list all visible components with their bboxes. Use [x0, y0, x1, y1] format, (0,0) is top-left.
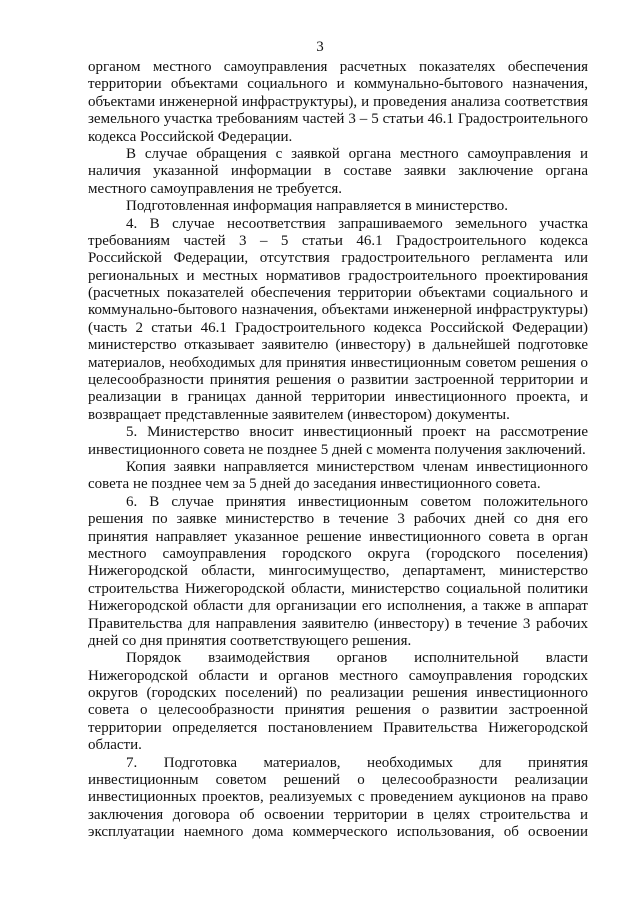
paragraph-line: Нижегородской области и органов местного самоуправления городских [88, 667, 588, 684]
paragraph-line: 6. В случае принятия инвестиционным советом положительного [126, 493, 588, 510]
paragraph-line: Российской Федерации, отсутствия градостроительного регламента или [88, 250, 588, 267]
paragraph-line: принятия направляет указанное решение инвестиционного совета в орган [88, 528, 588, 545]
paragraph-line: В случае обращения с заявкой органа местного самоуправления и [126, 145, 588, 162]
paragraph-line: области. [88, 737, 142, 754]
paragraph-line: заключения договора об освоении территории в целях строительства и [88, 806, 588, 823]
paragraph-line: местного самоуправления не требуется. [88, 180, 343, 197]
paragraph-line: требованиям частей 3 – 5 статьи 46.1 Градостроительного кодекса [88, 232, 588, 249]
paragraph [88, 755, 588, 842]
paragraph-line: материалов, необходимых для принятия инвестиционным советом решения о [88, 354, 588, 371]
paragraph-line: Подготовленная информация направляется в министерство. [126, 198, 509, 215]
paragraph-line: территории определяется постановлением Правительства Нижегородской [88, 719, 588, 736]
paragraph [88, 198, 588, 215]
paragraph-line: 7. Подготовка материалов, необходимых для принятия [126, 754, 588, 771]
paragraph-line: инвестиционным советом решений о целесообразности реализации [88, 772, 588, 789]
paragraph-line: возвращает представленные заявителем (инвестором) документы. [88, 406, 510, 423]
paragraph-line: инвестиционных проектов, реализуемых с проведением аукционов на право [88, 789, 588, 806]
paragraph-line: округов (городских поселений) по реализации решения инвестиционного [88, 685, 588, 702]
paragraph [88, 650, 588, 754]
paragraph-line: инвестиционного совета не позднее 5 дней с момента получения заключений. [88, 441, 586, 458]
paragraph [88, 59, 588, 146]
paragraph [88, 459, 588, 494]
paragraph-line: (расчетных показателей обеспечения территории объектами социального и [88, 285, 588, 302]
paragraph-line: Нижегородской области для организации его исполнения, а также в аппарат [88, 598, 588, 615]
paragraph-line: 4. В случае несоответствия запрашиваемого земельного участка [126, 215, 588, 232]
paragraph [88, 146, 588, 198]
paragraph-line: дней со дня принятия соответствующего решения. [88, 632, 412, 649]
paragraph-line: 5. Министерство вносит инвестиционный проект на рассмотрение [126, 424, 588, 441]
paragraph-line: (часть 2 статьи 46.1 Градостроительного кодекса Российской Федерации) [88, 319, 588, 336]
document-body [88, 59, 588, 842]
paragraph-line: Копия заявки направляется министерством членам инвестиционного [126, 458, 588, 475]
paragraph [88, 216, 588, 425]
paragraph-line: Нижегородской области, мингосимущество, департамент, министерство [88, 563, 588, 580]
paragraph-line: эксплуатации наемного дома коммерческого использования, об освоении [88, 824, 588, 841]
paragraph-line: совета о целесообразности принятия решения о развитии застроенной [88, 702, 588, 719]
paragraph-line: территории объектами социального и коммунально-бытового назначения, [88, 76, 588, 93]
paragraph-line: кодекса Российской Федерации. [88, 128, 293, 145]
paragraph-line: целесообразности принятия решения о развитии застроенной территории и [88, 372, 588, 389]
paragraph-line: региональных и местных нормативов градостроительного проектирования [88, 267, 588, 284]
paragraph-line: органом местного самоуправления расчетных показателях обеспечения [88, 59, 588, 75]
paragraph-line: наличия указанной информации в составе заявки заключение органа [88, 163, 588, 180]
paragraph-line: строительства Нижегородской области, министерство социальной политики [88, 580, 588, 597]
paragraph-line: Правительства для направления заявителю (инвестору) в течение 3 рабочих [88, 615, 588, 632]
page-number: 3 [316, 39, 324, 55]
paragraph [88, 494, 588, 651]
paragraph-line: решения по заявке министерство в течение 3 рабочих дней со дня его [88, 511, 588, 528]
paragraph-line: Порядок взаимодействия органов исполнительной власти [126, 650, 588, 667]
paragraph-line: коммунально-бытового назначения, объектами инженерной инфраструктуры) [88, 302, 588, 319]
paragraph [88, 424, 588, 459]
paragraph-line: земельного участка требованиям частей 3 – 5 статьи 46.1 Градостроительного [88, 111, 588, 128]
paragraph-line: местного самоуправления городского округа (городского поселения) [88, 545, 588, 562]
paragraph-line: объектами инженерной инфраструктуры), и проведения анализа соответствия [88, 93, 588, 110]
paragraph-line: реализации в границах данной территории инвестиционного проекта, и [88, 389, 588, 406]
paragraph-line: министерство отказывает заявителю (инвестору) в дальнейшей подготовке [88, 337, 588, 354]
paragraph-line: совета не позднее чем за 5 дней до заседания инвестиционного совета. [88, 476, 541, 493]
